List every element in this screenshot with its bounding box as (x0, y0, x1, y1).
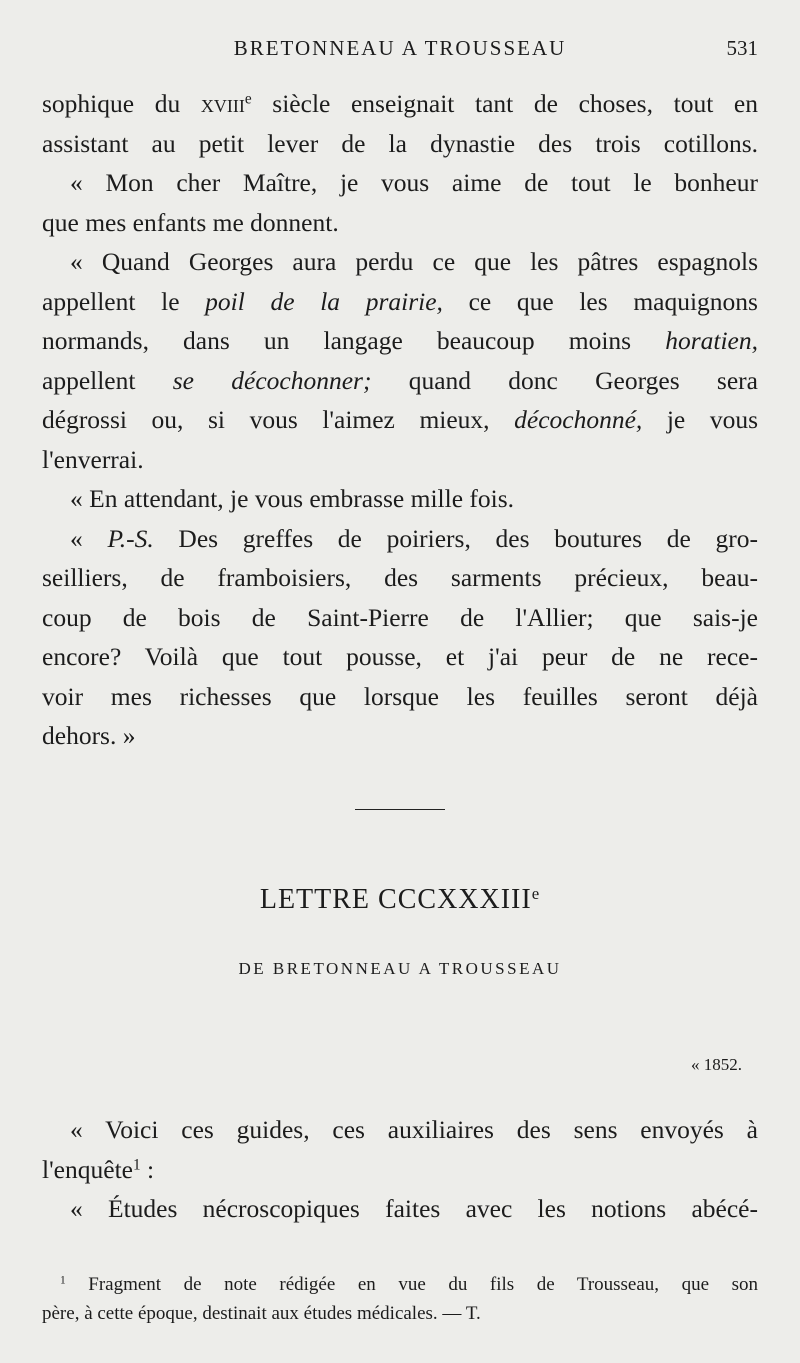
letter-title: LETTRE CCCXXXIIIe (259, 883, 541, 915)
text-line: dehors. » (42, 721, 136, 750)
footnote-reference: 1 (132, 1156, 141, 1174)
page-header (42, 36, 758, 66)
text-line: sophique du xviii$^e$ siècle enseignait tant de choses, tout en (42, 89, 758, 118)
letter-subtitle: DE BRETONNEAU A TROUSSEAU (238, 959, 562, 978)
footnote-line: père, à cette époque, destinait aux études médicales. — T. (42, 1303, 481, 1324)
text-line: voir mes richesses que lorsque les feuilles seront déjà (42, 681, 758, 711)
text-line: normands, dans un langage beaucoup moins horatien, (42, 326, 758, 355)
footnote-line: $^1$ Fragment de note rédigée en vue du fils de Trousseau, que son (60, 1274, 758, 1295)
text-line: seilliers, de framboisiers, des sarments précieux, beau- (42, 563, 758, 592)
text-line: « Mon cher Maître, je vous aime de tout le bonheur (70, 168, 758, 197)
running-head: BRETONNEAU A TROUSSEAU (233, 36, 567, 60)
text-line: appellent le poil de la prairie, ce que les maquignons (42, 286, 758, 316)
text-line: « Voici ces guides, ces auxiliaires des sens envoyés à (70, 1115, 758, 1144)
page-number: 531 (726, 36, 758, 60)
text-line: « P.-S. Des greffes de poiriers, des boutures de gro- (70, 523, 758, 553)
letter-dateline: « 1852. (691, 1055, 742, 1074)
text-line: que mes enfants me donnent. (42, 207, 339, 237)
text-line: coup de bois de Saint-Pierre de l'Allier; que sais-je (42, 602, 758, 632)
text-line: assistant au petit lever de la dynastie des trois cotillons. (42, 128, 758, 158)
footnote-marker: 1 (60, 1274, 66, 1287)
top-paragraph (42, 84, 758, 756)
text-line: « En attendant, je vous embrasse mille fois. (70, 484, 515, 513)
bottom-paragraph (42, 1110, 758, 1229)
footnote (42, 1270, 758, 1328)
section-divider (355, 809, 445, 810)
text-line: « Études nécroscopiques faites avec les notions abécé- (70, 1194, 758, 1223)
text-line: dégrossi ou, si vous l'aimez mieux, décochonné, je vous (42, 405, 758, 434)
text-line: « Quand Georges aura perdu ce que les pâtres espagnols (70, 247, 758, 276)
text-line: l'enquête$^1$ : (42, 1154, 155, 1184)
text-line: l'enverrai. (42, 444, 144, 474)
text-line: encore? Voilà que tout pousse, et j'ai peur de ne rece- (42, 642, 758, 671)
text-line: appellent se décochonner; quand donc Georges sera (42, 365, 758, 395)
